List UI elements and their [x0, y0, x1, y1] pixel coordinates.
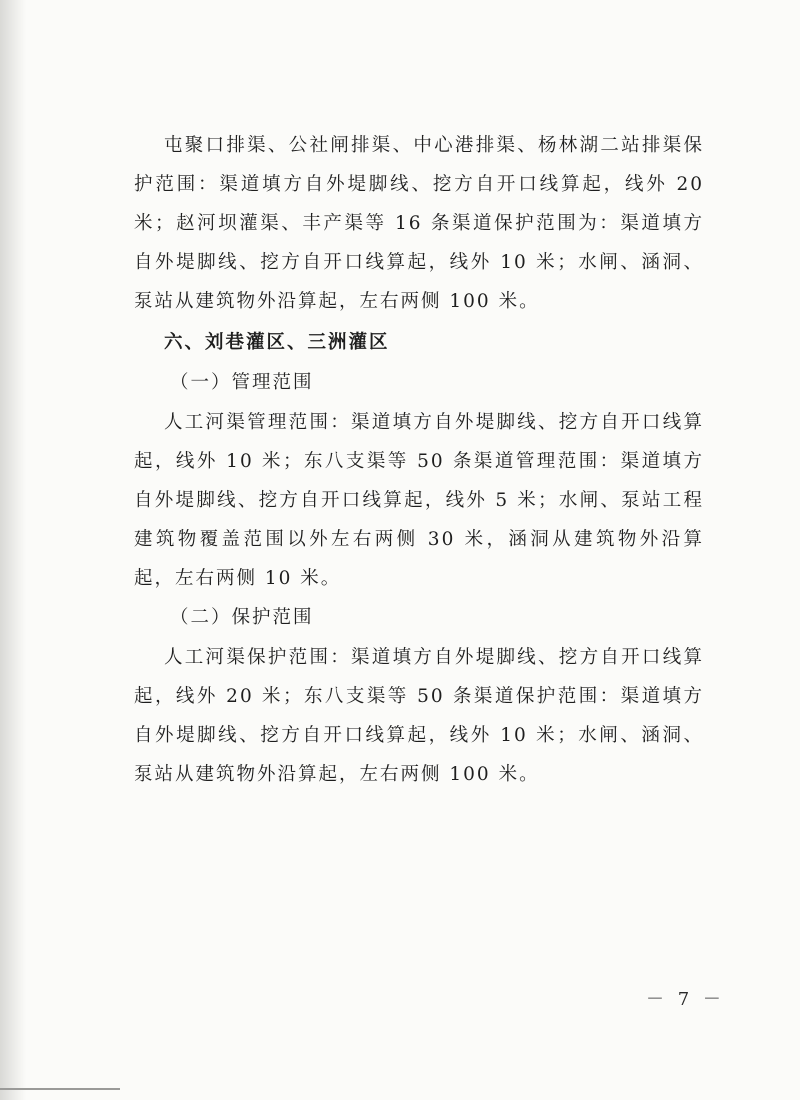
intro-paragraph: 屯聚口排渠、公社闸排渠、中心港排渠、杨林湖二站排渠保护范围：渠道填方自外堤脚线、挖方自开口线算起，线外 20 米；赵河坝灌渠、丰产渠等 16 条渠道保护范围为：渠道填方自外堤脚线、挖方自开口线算起，线外 10 米；水闸、涵洞、泵站从建筑物外沿算起，左右两侧 100 米。: [134, 135, 704, 312]
management-scope-paragraph: 人工河渠管理范围：渠道填方自外堤脚线、挖方自开口线算起，线外 10 米；东八支渠等 50 条渠道管理范围：渠道填方自外堤脚线、挖方自开口线算起，线外 5 米；水闸、泵站工程建筑物覆盖范围以外左右两侧 30 米，涵洞从建筑物外沿算起，左右两侧 10 米。: [134, 412, 704, 589]
section-heading: 六、刘巷灌区、三洲灌区: [164, 332, 390, 353]
document-body: [134, 126, 704, 794]
protection-scope-paragraph: 人工河渠保护范围：渠道填方自外堤脚线、挖方自开口线算起，线外 20 米；东八支渠等 50 条渠道保护范围：渠道填方自外堤脚线、挖方自开口线算起，线外 10 米；水闸、涵洞、泵站从建筑物外沿算起，左右两侧 100 米。: [134, 647, 704, 785]
subsection-title-protection: （二）保护范围: [170, 607, 314, 628]
page-number: － 7 －: [646, 989, 725, 1010]
subsection-title-management: （一）管理范围: [170, 372, 314, 393]
scan-bottom-edge: [0, 1088, 120, 1090]
scan-edge-shadow: [0, 0, 26, 1100]
